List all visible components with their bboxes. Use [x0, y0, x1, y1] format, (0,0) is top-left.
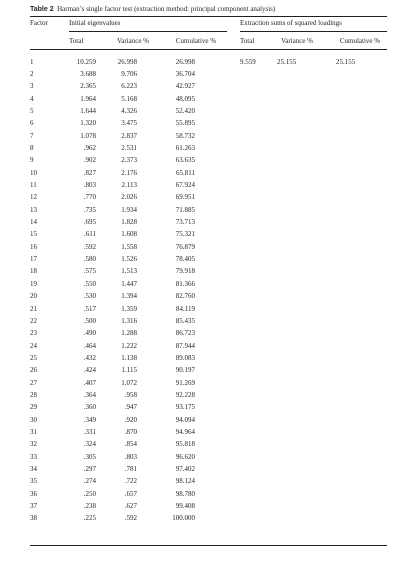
cell-initial-cumulative: 85.435 — [175, 316, 195, 325]
rule-header-bottom — [30, 49, 387, 50]
cell-factor: 1 — [30, 57, 34, 66]
cell-initial-variance: 1.608 — [121, 230, 137, 239]
header-extraction-sums: Extraction sums of squared loadings — [240, 19, 342, 27]
cell-initial-total: .902 — [83, 156, 96, 165]
cell-initial-variance: 9.706 — [121, 69, 137, 78]
cell-initial-cumulative: 42.927 — [175, 82, 195, 91]
cell-initial-total: .305 — [83, 452, 96, 461]
cell-initial-total: .274 — [83, 477, 96, 486]
cell-factor: 27 — [30, 378, 37, 387]
cell-initial-total: .238 — [83, 502, 96, 511]
cell-initial-total: .331 — [83, 428, 96, 436]
cell-initial-cumulative: 92.228 — [175, 390, 195, 399]
cell-initial-total: .490 — [83, 329, 96, 338]
cell-initial-total: .575 — [83, 267, 96, 276]
cell-factor: 35 — [30, 477, 37, 486]
cell-factor: 25 — [30, 353, 37, 362]
cell-extraction-variance: 25.155 — [277, 57, 297, 66]
cell-initial-total: .324 — [83, 440, 96, 449]
cell-initial-total: .364 — [83, 390, 96, 399]
cell-initial-variance: 1.316 — [121, 316, 137, 325]
rule-bottom — [30, 545, 387, 546]
cell-factor: 22 — [30, 316, 37, 325]
cell-initial-cumulative: 73.713 — [175, 218, 195, 227]
cell-factor: 3 — [30, 82, 34, 91]
cell-factor: 24 — [30, 341, 37, 350]
cell-initial-variance: .854 — [124, 440, 137, 449]
cell-initial-cumulative: 58.732 — [175, 131, 195, 140]
cell-factor: 21 — [30, 304, 37, 313]
cell-factor: 9 — [30, 156, 34, 165]
cell-factor: 8 — [30, 143, 34, 152]
cell-initial-total: .500 — [83, 316, 96, 325]
cell-initial-variance: 26.998 — [117, 57, 137, 66]
cell-initial-cumulative: 67.924 — [175, 181, 195, 189]
cell-initial-total: .735 — [83, 205, 96, 214]
cell-initial-total: .827 — [83, 168, 96, 177]
cell-factor: 32 — [30, 440, 37, 449]
header-factor: Factor — [30, 19, 48, 27]
cell-initial-variance: 1.072 — [121, 378, 137, 387]
cell-initial-variance: .657 — [124, 489, 137, 498]
cell-initial-variance: 1.138 — [121, 353, 137, 362]
cell-factor: 30 — [30, 415, 37, 424]
cell-factor: 12 — [30, 193, 37, 202]
cell-initial-variance: .781 — [124, 465, 137, 474]
cell-initial-cumulative: 96.620 — [175, 452, 195, 461]
cell-initial-variance: .627 — [124, 502, 137, 511]
cell-initial-variance: .947 — [124, 403, 137, 412]
cell-initial-variance: .920 — [124, 415, 137, 424]
cell-initial-cumulative: 78.405 — [175, 255, 195, 264]
cell-factor: 10 — [30, 168, 37, 177]
cell-factor: 11 — [30, 181, 37, 189]
cell-initial-variance: 1.394 — [121, 292, 137, 301]
cell-initial-cumulative: 81.366 — [175, 279, 195, 288]
cell-initial-total: 1.644 — [80, 106, 96, 115]
cell-factor: 20 — [30, 292, 37, 301]
cell-factor: 37 — [30, 502, 37, 511]
cell-initial-cumulative: 87.944 — [175, 341, 195, 350]
cell-initial-cumulative: 75.321 — [175, 230, 195, 239]
cell-factor: 28 — [30, 390, 37, 399]
cell-initial-total: 2.365 — [80, 82, 96, 91]
cell-initial-cumulative: 79.918 — [175, 267, 195, 276]
cell-factor: 16 — [30, 242, 37, 251]
cell-factor: 36 — [30, 489, 37, 498]
cell-initial-variance: 2.373 — [121, 156, 137, 165]
cell-initial-total: 1.964 — [80, 94, 96, 103]
cell-initial-total: .297 — [83, 465, 96, 474]
cell-factor: 23 — [30, 329, 37, 338]
cell-initial-total: .580 — [83, 255, 96, 264]
header-initial-cumulative: Cumulative % — [175, 37, 217, 45]
cell-initial-variance: .592 — [124, 514, 137, 523]
table-title: Harman’s single factor test (extraction method: principal component analysis) — [57, 5, 276, 13]
cell-initial-total: .464 — [83, 341, 96, 350]
cell-initial-cumulative: 94.094 — [175, 415, 195, 424]
rule-extraction-group — [240, 31, 387, 32]
cell-initial-cumulative: 84.119 — [176, 304, 195, 313]
cell-initial-cumulative: 89.083 — [175, 353, 195, 362]
rule-top — [30, 16, 387, 17]
table-caption — [30, 5, 275, 13]
cell-factor: 26 — [30, 366, 37, 375]
cell-initial-cumulative: 99.408 — [175, 502, 195, 511]
cell-factor: 2 — [30, 69, 34, 78]
cell-initial-total: .962 — [83, 143, 96, 152]
cell-initial-variance: 2.026 — [121, 193, 137, 202]
cell-initial-total: .695 — [83, 218, 96, 227]
cell-initial-total: .770 — [83, 193, 96, 202]
cell-initial-total: 1.320 — [80, 119, 96, 128]
cell-initial-cumulative: 98.124 — [175, 477, 195, 486]
cell-initial-cumulative: 82.760 — [175, 292, 195, 301]
rule-initial-group — [69, 31, 227, 32]
cell-initial-variance: 1.828 — [121, 218, 137, 227]
header-initial-eigenvalues: Initial eigenvalues — [69, 19, 121, 27]
cell-factor: 5 — [30, 106, 34, 115]
cell-factor: 31 — [30, 428, 37, 436]
cell-factor: 33 — [30, 452, 37, 461]
cell-initial-variance: 1.359 — [121, 304, 137, 313]
cell-factor: 15 — [30, 230, 37, 239]
cell-initial-total: .517 — [83, 304, 96, 313]
cell-initial-total: .432 — [83, 353, 96, 362]
table-label: Table 2 — [30, 6, 54, 13]
cell-initial-total: .407 — [83, 378, 96, 387]
cell-factor: 29 — [30, 403, 37, 412]
cell-initial-variance: 1.447 — [121, 279, 137, 288]
cell-initial-variance: 1.558 — [121, 242, 137, 251]
cell-initial-total: .250 — [83, 489, 96, 498]
cell-initial-cumulative: 69.951 — [175, 193, 195, 202]
header-extraction-cumulative: Cumulative % — [339, 37, 381, 45]
cell-initial-cumulative: 63.635 — [175, 156, 195, 165]
cell-initial-variance: 1.526 — [121, 255, 137, 264]
cell-initial-cumulative: 94.964 — [175, 428, 195, 436]
cell-factor: 38 — [30, 514, 37, 523]
cell-factor: 17 — [30, 255, 37, 264]
cell-initial-cumulative: 48.095 — [175, 94, 195, 103]
cell-initial-total: .803 — [83, 181, 96, 189]
cell-initial-variance: 4.326 — [121, 106, 137, 115]
cell-initial-cumulative: 95.818 — [175, 440, 195, 449]
cell-initial-variance: 1.513 — [121, 267, 137, 276]
cell-initial-variance: 5.168 — [121, 94, 137, 103]
cell-factor: 6 — [30, 119, 34, 128]
cell-initial-variance: 2.531 — [121, 143, 137, 152]
header-initial-total: Total — [69, 37, 84, 45]
cell-factor: 34 — [30, 465, 37, 474]
cell-initial-cumulative: 52.420 — [175, 106, 195, 115]
cell-factor: 4 — [30, 94, 34, 103]
cell-initial-total: .424 — [83, 366, 96, 375]
cell-initial-cumulative: 97.402 — [175, 465, 195, 474]
cell-factor: 13 — [30, 205, 37, 214]
cell-initial-variance: 3.475 — [121, 119, 137, 128]
cell-initial-total: .611 — [84, 230, 96, 239]
cell-initial-cumulative: 55.895 — [175, 119, 195, 128]
cell-initial-variance: 1.115 — [121, 366, 137, 375]
cell-initial-variance: 6.223 — [121, 82, 137, 91]
cell-initial-total: .225 — [83, 514, 96, 523]
cell-initial-variance: 2.176 — [121, 168, 137, 177]
cell-initial-variance: 1.934 — [121, 205, 137, 214]
cell-initial-variance: .803 — [124, 452, 137, 461]
cell-initial-cumulative: 36.704 — [175, 69, 195, 78]
cell-initial-cumulative: 91.269 — [175, 378, 195, 387]
cell-extraction-total: 9.559 — [240, 57, 256, 66]
cell-initial-cumulative: 98.780 — [175, 489, 195, 498]
cell-initial-variance: .958 — [124, 390, 137, 399]
cell-initial-total: .360 — [83, 403, 96, 412]
cell-initial-cumulative: 86.723 — [175, 329, 195, 338]
cell-initial-cumulative: 90.197 — [175, 366, 195, 375]
cell-initial-total: .592 — [83, 242, 96, 251]
cell-initial-total: .349 — [83, 415, 96, 424]
cell-initial-variance: 2.113 — [121, 181, 137, 189]
cell-initial-variance: 1.222 — [121, 341, 137, 350]
cell-initial-cumulative: 26.998 — [175, 57, 195, 66]
cell-initial-total: 3.688 — [80, 69, 96, 78]
cell-factor: 19 — [30, 279, 37, 288]
cell-initial-total: 1.078 — [80, 131, 96, 140]
cell-initial-variance: .722 — [124, 477, 137, 486]
cell-initial-variance: 1.288 — [121, 329, 137, 338]
cell-initial-total: 10.259 — [76, 57, 96, 66]
cell-initial-cumulative: 61.263 — [175, 143, 195, 152]
cell-initial-cumulative: 71.885 — [175, 205, 195, 214]
cell-initial-cumulative: 76.879 — [175, 242, 195, 251]
cell-factor: 14 — [30, 218, 37, 227]
cell-initial-cumulative: 100.000 — [172, 514, 195, 523]
header-extraction-total: Total — [240, 37, 255, 45]
cell-initial-variance: .870 — [124, 428, 137, 436]
cell-initial-cumulative: 65.811 — [176, 168, 195, 177]
cell-initial-total: .550 — [83, 279, 96, 288]
cell-initial-total: .530 — [83, 292, 96, 301]
cell-initial-variance: 2.837 — [121, 131, 137, 140]
cell-factor: 7 — [30, 131, 34, 140]
cell-extraction-cumulative: 25.155 — [336, 57, 356, 66]
cell-factor: 18 — [30, 267, 37, 276]
header-initial-variance: Variance % — [116, 37, 150, 45]
cell-initial-cumulative: 93.175 — [175, 403, 195, 412]
header-extraction-variance: Variance % — [280, 37, 314, 45]
